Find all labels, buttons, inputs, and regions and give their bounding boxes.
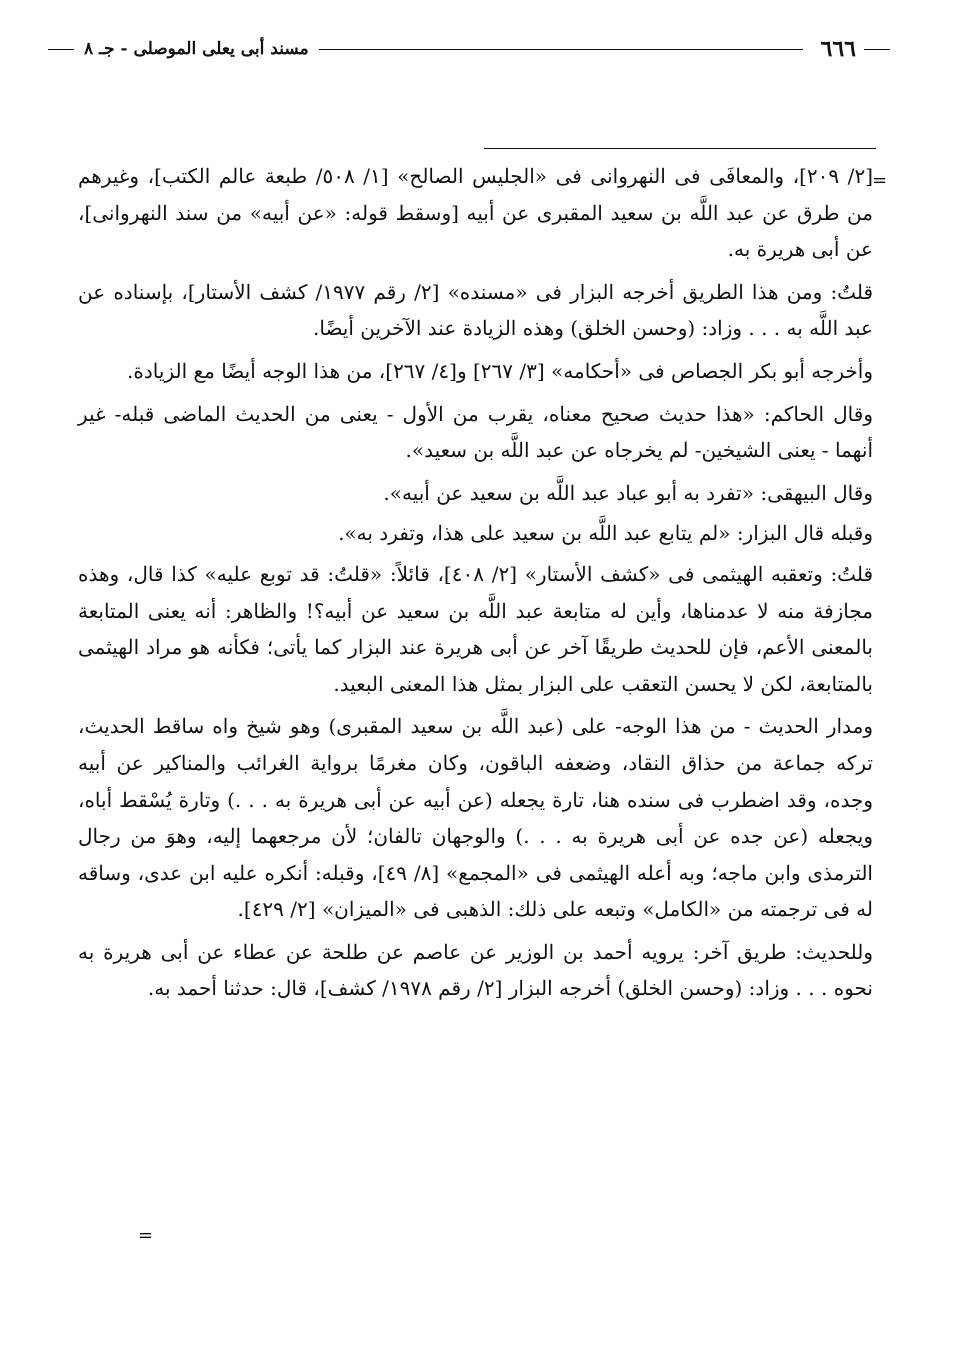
header-rule-middle — [319, 49, 803, 50]
footnote-body — [78, 158, 873, 1013]
footnote-separator — [484, 148, 876, 149]
paragraph: ومدار الحديث - من هذا الوجه- على (عبد اللَّه بن سعيد المقبرى) وهو شيخ واه ساقط الحديث، تركه جماعة من حذاق النقاد، وضعفه الباقون، وكان مغرمًا برواية الغرائب والمناكير عن أبيه وجده، وقد اضطرب فى سنده هنا، تارة يجعله (عن أبيه عن أبى هريرة به . . .) وتارة يُسْقط أباه، ويجعله (عن جده عن أبى هريرة به . . .) والوجهان تالفان؛ لأن مرجعهما إليه، وهوَ من رجال الترمذى وابن ماجه؛ وبه أعله الهيثمى فى «المجمع» [٨/ ٤٩]، وقبله: أنكره عليه ابن عدى، وساقه له فى ترجمته من «الكامل» وتبعه على ذلك: الذهبى فى «الميزان» [٢/ ٤٢٩]. — [78, 714, 873, 922]
paragraph: وقال البيهقى: «تفرد به أبو عباد عبد اللَّه بن سعيد عن أبيه». — [383, 480, 873, 505]
continuation-marker-top: = — [872, 170, 888, 191]
paragraph: قلتُ: ومن هذا الطريق أخرجه البزار فى «مسنده» [٢/ رقم ١٩٧٧/ كشف الأستار]، بإسناده عن عبد اللَّه به . . . وزاد: (وحسن الخلق) وهذه الزيادة عند الآخرين أيضًا. — [78, 279, 874, 341]
header-rule-left — [48, 49, 74, 50]
paragraph: وللحديث: طريق آخر: يرويه أحمد بن الوزير عن عاصم عن طلحة عن عطاء عن أبى هريرة به نحوه . . . وزاد: (وحسن الخلق) أخرجه البزار [٢/ رقم ١٩٧٨/ كشف]، قال: حدثنا أحمد به. — [78, 939, 873, 1001]
paragraph: وأخرجه أبو بكر الجصاص فى «أحكامه» [٣/ ٢٦٧] و[٤/ ٢٦٧]، من هذا الوجه أيضًا مع الزيادة. — [127, 358, 873, 383]
continuation-marker-bottom: = — [138, 1225, 154, 1246]
running-title: مسند أبى يعلى الموصلى - جـ ٨ — [84, 39, 309, 59]
paragraph: قلتُ: وتعقبه الهيثمى فى «كشف الأستار» [٢/ ٤٠٨]، قائلاً: «قلتُ: قد توبع عليه» كذا قال، وهذه مجازفة منه لا عدمناها، وأين له متابعة عبد اللَّه بن سعيد عن أبيه؟! والظاهر: أنه يعنى المتابعة بالمعنى الأعم، فإن للحديث طريقًا آخر عن أبى هريرة عند البزار كما يأتى؛ فكأنه هو مراد الهيثمى بالمتابعة، لكن لا يحسن التعقب على البزار بمثل هذا المعنى البعيد. — [78, 561, 874, 696]
paragraph: وقبله قال البزار: «لم يتابع عبد اللَّه بن سعيد على هذا، وتفرد به». — [338, 521, 873, 546]
paragraph: [٢/ ٢٠٩]، والمعافَى فى النهروانى فى «الجليس الصالح» [١/ ٥٠٨/ طبعة عالم الكتب]، وغيرهم من طرق عن عبد اللَّه بن سعيد المقبرى عن أبيه [وسقط قوله: «عن أبيه» من سند النهروانى]، عن أبى هريرة به. — [78, 164, 873, 262]
page-header — [48, 32, 890, 66]
paragraph: وقال الحاكم: «هذا حديث صحيح معناه، يقرب من الأول - يعنى من الحديث الماضى قبله- غير أنهما - يعنى الشيخين- لم يخرجاه عن عبد اللَّه بن سعيد». — [78, 401, 873, 463]
page-number: ٦٦٦ — [820, 36, 856, 62]
header-rule-right — [864, 49, 890, 50]
